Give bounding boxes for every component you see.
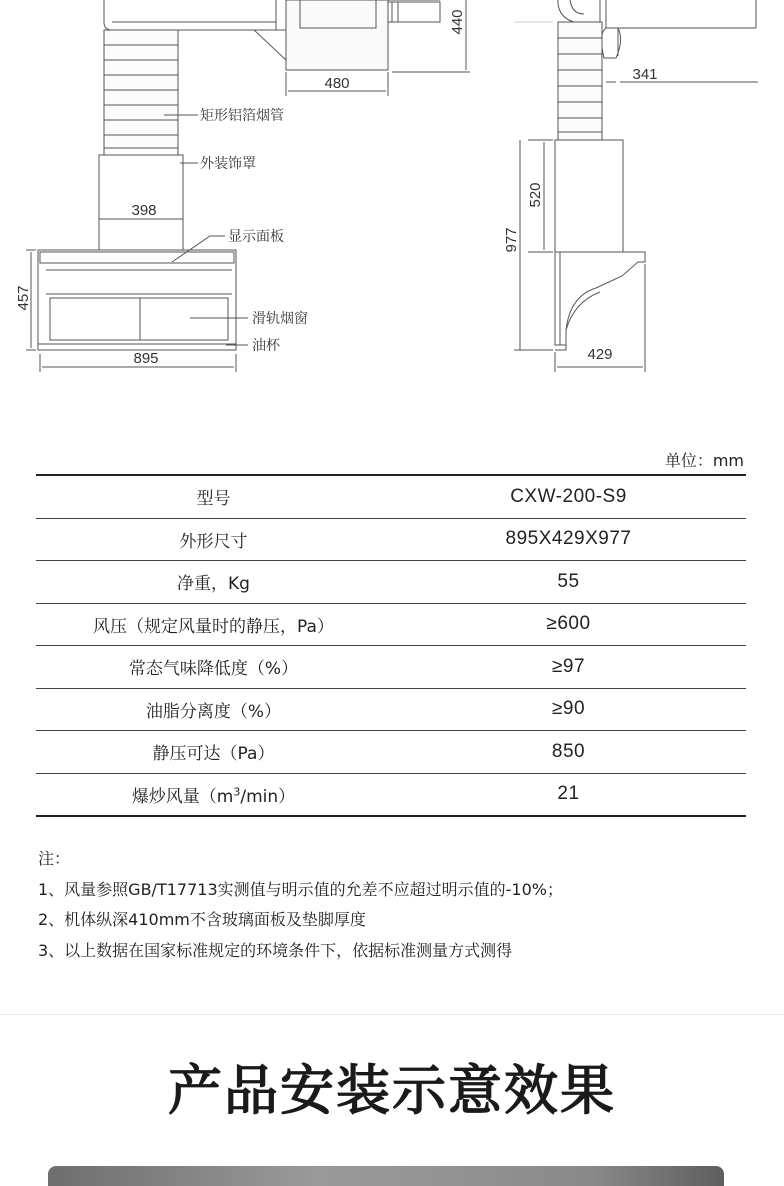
spec-value: ≥600 [391, 603, 746, 646]
table-row [36, 646, 746, 689]
label-cover: 外装饰罩 [200, 156, 256, 172]
label-cup: 油杯 [252, 338, 280, 354]
table-row [36, 603, 746, 646]
section-divider [0, 1014, 784, 1015]
spec-key [36, 773, 391, 816]
spec-value: 55 [391, 561, 746, 604]
unit-label: 单位：mm [664, 451, 744, 470]
spec-value: ≥90 [391, 688, 746, 731]
spec-key-post: /min） [240, 786, 296, 807]
spec-key: 型号 [36, 475, 391, 518]
spec-value: ≥97 [391, 646, 746, 689]
spec-key: 油脂分离度（%） [36, 688, 391, 731]
section-title: 产品安装示意效果 [168, 1059, 616, 1122]
spec-key: 常态气味降低度（%） [36, 646, 391, 689]
dimension-drawing [0, 0, 784, 400]
dim-520: 520 [527, 182, 544, 208]
spec-key: 外形尺寸 [36, 518, 391, 561]
spec-key: 风压（规定风量时的静压，Pa） [36, 603, 391, 646]
table-row [36, 773, 746, 816]
spec-value: 895X429X977 [391, 518, 746, 561]
notes-heading: 注： [38, 849, 71, 868]
note-item: 1、风量参照GB/T17713实测值与明示值的允差不应超过明示值的-10%； [38, 879, 563, 899]
spec-key: 净重，Kg [36, 561, 391, 604]
dim-977: 977 [503, 227, 520, 253]
spec-key-pre: 爆炒风量（m [131, 786, 234, 807]
table-row [36, 688, 746, 731]
dim-429: 429 [587, 346, 613, 363]
dim-895: 895 [133, 350, 159, 367]
spec-key-sup: 3 [233, 785, 241, 799]
table-row [36, 475, 746, 518]
dim-341: 341 [632, 66, 658, 83]
note-item: 3、以上数据在国家标准规定的环境条件下，依据标准测量方式测得 [38, 940, 513, 960]
table-row [36, 731, 746, 774]
spec-value: CXW-200-S9 [391, 475, 746, 518]
dim-398: 398 [131, 202, 157, 219]
note-item: 2、机体纵深410mm不含玻璃面板及垫脚厚度 [38, 910, 366, 929]
label-window: 滑轨烟窗 [252, 311, 308, 327]
label-display: 显示面板 [228, 229, 284, 245]
spec-table [36, 474, 746, 817]
spec-value: 850 [391, 731, 746, 774]
installation-photo [48, 1166, 724, 1186]
table-row [36, 518, 746, 561]
table-row [36, 561, 746, 604]
spec-key: 静压可达（Pa） [36, 731, 391, 774]
dim-440: 440 [449, 9, 466, 35]
label-duct: 矩形铝箔烟管 [200, 108, 284, 124]
dim-480: 480 [324, 75, 350, 92]
notes [38, 844, 563, 966]
spec-value: 21 [557, 783, 580, 805]
dim-457: 457 [15, 285, 32, 311]
